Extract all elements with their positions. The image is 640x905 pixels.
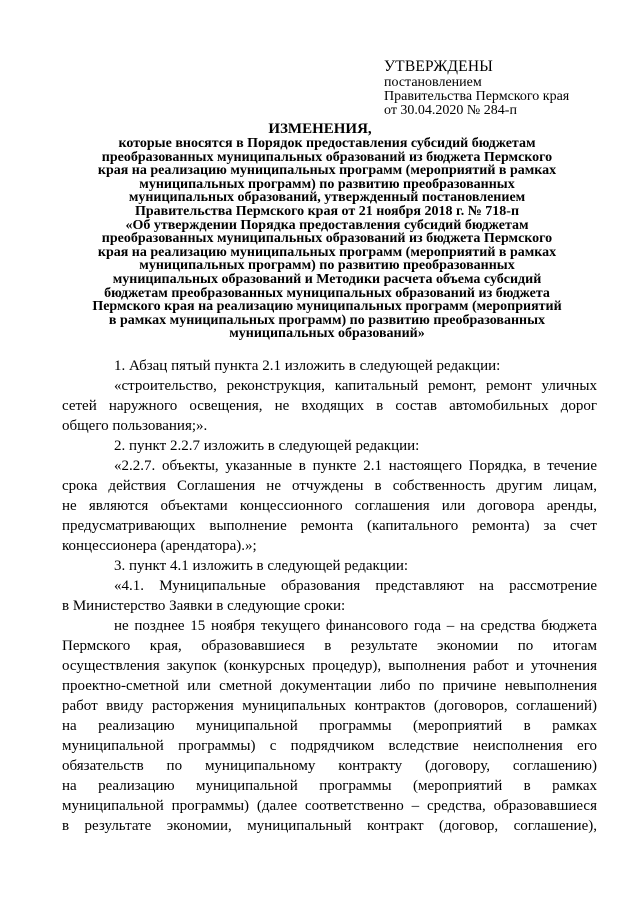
body-line: сетей наружного освещения, не входящих в состав автомобильных дорог: [62, 398, 597, 414]
body-line: Пермского края, образовавшиеся в результате экономии по итогам: [62, 638, 597, 654]
body-line: «4.1. Муниципальные образования представляют на рассмотрение: [114, 578, 597, 594]
approval-title: УТВЕРЖДЕНЫ: [384, 58, 493, 75]
body-line: проектно-сметной или сметной документации либо по причине невыполнения: [62, 678, 597, 694]
subtitle-line: муниципальных программ) по развитию преобразованных: [139, 176, 515, 192]
body-line: на реализацию муниципальной программы (мероприятий в рамках: [62, 778, 597, 794]
body-line: 2. пункт 2.2.7 изложить в следующей редакции:: [114, 438, 420, 454]
body-line: работ ввиду расторжения муниципальных контрактов (договоров, соглашений): [62, 698, 597, 714]
body-line: «2.2.7. объекты, указанные в пункте 2.1 настоящего Порядка, в течение: [114, 458, 597, 474]
body-line: 3. пункт 4.1 изложить в следующей редакции:: [114, 558, 409, 574]
body-line: муниципальной программы) (далее соответственно – средства, образовавшиеся: [62, 798, 597, 814]
subtitle-line: в рамках муниципальных программ) по развитию преобразованных: [108, 312, 546, 328]
subtitle-line: бюджетам преобразованных муниципальных образований из бюджета: [104, 285, 550, 301]
body-line: общего пользования;».: [62, 418, 208, 434]
subtitle-line: Пермского края на реализацию муниципальных программ (мероприятий: [92, 299, 562, 315]
subtitle-line: муниципальных образований и Методики расчета объема субсидий: [112, 271, 542, 287]
document-title: ИЗМЕНЕНИЯ,: [268, 121, 372, 137]
body-line: обязательств по муниципальному контракту (договору, соглашению): [62, 758, 597, 774]
body-line: «строительство, реконструкция, капитальный ремонт, ремонт уличных: [114, 378, 597, 394]
subtitle-line: муниципальных образований, утвержденный постановлением: [128, 190, 526, 206]
subtitle-line: Правительства Пермского края от 21 ноября 2018 г. № 718-п: [134, 203, 520, 219]
body-line: осуществления закупок (конкурсных процедур), выполнения работ и уточнения: [62, 658, 597, 674]
subtitle-line: края на реализацию муниципальных программ (мероприятий в рамках: [97, 244, 557, 260]
document-subtitle: [60, 137, 594, 341]
body-line: не позднее 15 ноября текущего финансового года – на средства бюджета: [114, 618, 597, 634]
subtitle-line: преобразованных муниципальных образований из бюджета Пермского: [101, 149, 553, 165]
subtitle-line: муниципальных программ) по развитию преобразованных: [139, 258, 515, 274]
body-line: предусматривающих выполнение ремонта (капитального ремонта) за счет: [62, 518, 597, 534]
subtitle-line: края на реализацию муниципальных программ (мероприятий в рамках: [97, 163, 557, 179]
body-line: муниципальной программы) с подрядчиком вследствие неисполнения его: [62, 738, 597, 754]
approval-line: Правительства Пермского края: [384, 89, 570, 104]
body-line: в Министерство Заявки в следующие сроки:: [62, 598, 346, 614]
approval-stamp: [384, 58, 569, 118]
subtitle-line: «Об утверждении Порядка предоставления субсидий бюджетам: [125, 217, 529, 233]
approval-line: от 30.04.2020 № 284-п: [384, 103, 517, 118]
subtitle-line: муниципальных образований»: [229, 326, 425, 342]
body-line: концессионера (арендатора).»;: [62, 538, 257, 554]
document-body: [62, 356, 597, 836]
body-line: в результате экономии, муниципальный контракт (договор, соглашение),: [62, 818, 597, 834]
approval-line: постановлением: [384, 75, 482, 90]
subtitle-line: преобразованных муниципальных образований из бюджета Пермского: [101, 231, 553, 247]
body-line: на реализацию муниципальной программы (мероприятий в рамках: [62, 718, 597, 734]
body-line: не являются объектами концессионного соглашения или договора аренды,: [62, 498, 597, 514]
subtitle-line: которые вносятся в Порядок предоставления субсидий бюджетам: [118, 136, 536, 151]
body-line: 1. Абзац пятый пункта 2.1 изложить в следующей редакции:: [114, 358, 501, 374]
body-line: срока действия Соглашения не отчуждены в собственность другим лицам,: [62, 478, 597, 494]
